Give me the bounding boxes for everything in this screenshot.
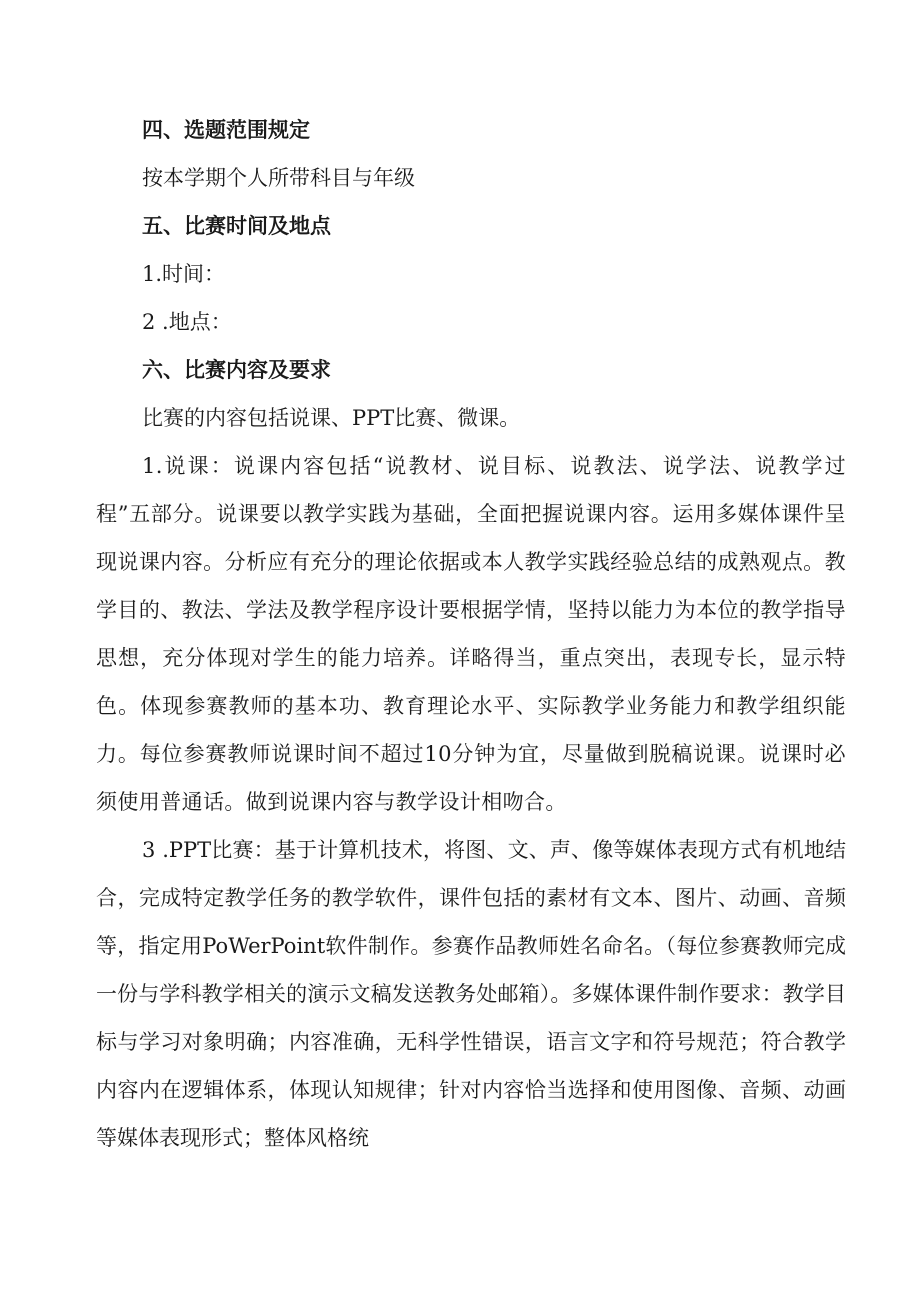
section-5-place: 2 .地点： [142, 310, 232, 334]
section-6-heading: 六、比赛内容及要求 [142, 358, 331, 382]
document-body [96, 106, 846, 1162]
section-6-item-1-lecture: 1.说课：说课内容包括“说教材、说目标、说教法、说学法、说教学过程”五部分。说课要以教学实践为基础，全面把握说课内容。运用多媒体课件呈现说课内容。分析应有充分的理论依据或本人教学实践经验总结的成熟观点。教学目的、教法、学法及教学程序设计要根据学情，坚持以能力为本位的教学指导思想，充分体现对学生的能力培养。详略得当，重点突出，表现专长，显示特色。体现参赛教师的基本功、教育理论水平、实际教学业务能力和教学组织能力。每位参赛教师说课时间不超过10分钟为宜，尽量做到脱稿说课。说课时必须使用普通话。做到说课内容与教学设计相吻合。 [96, 454, 846, 814]
section-6-intro: 比赛的内容包括说课、PPT比赛、微课。 [142, 406, 521, 430]
section-4-heading: 四、选题范围规定 [142, 118, 310, 142]
section-6-item-3-ppt: 3 .PPT比赛：基于计算机技术，将图、文、声、像等媒体表现方式有机地结合，完成特定教学任务的教学软件，课件包括的素材有文本、图片、动画、音频等，指定用PoWerPoint软件制作。参赛作品教师姓名命名。（每位参赛教师完成一份与学科教学相关的演示文稿发送教务处邮箱）。多媒体课件制作要求：教学目标与学习对象明确；内容准确，无科学性错误，语言文字和符号规范；符合教学内容内在逻辑体系，体现认知规律；针对内容恰当选择和使用图像、音频、动画等媒体表现形式；整体风格统 [96, 838, 846, 1150]
section-5-time: 1.时间： [142, 262, 226, 286]
section-4-body: 按本学期个人所带科目与年级 [142, 166, 415, 190]
section-5-heading: 五、比赛时间及地点 [142, 214, 331, 238]
